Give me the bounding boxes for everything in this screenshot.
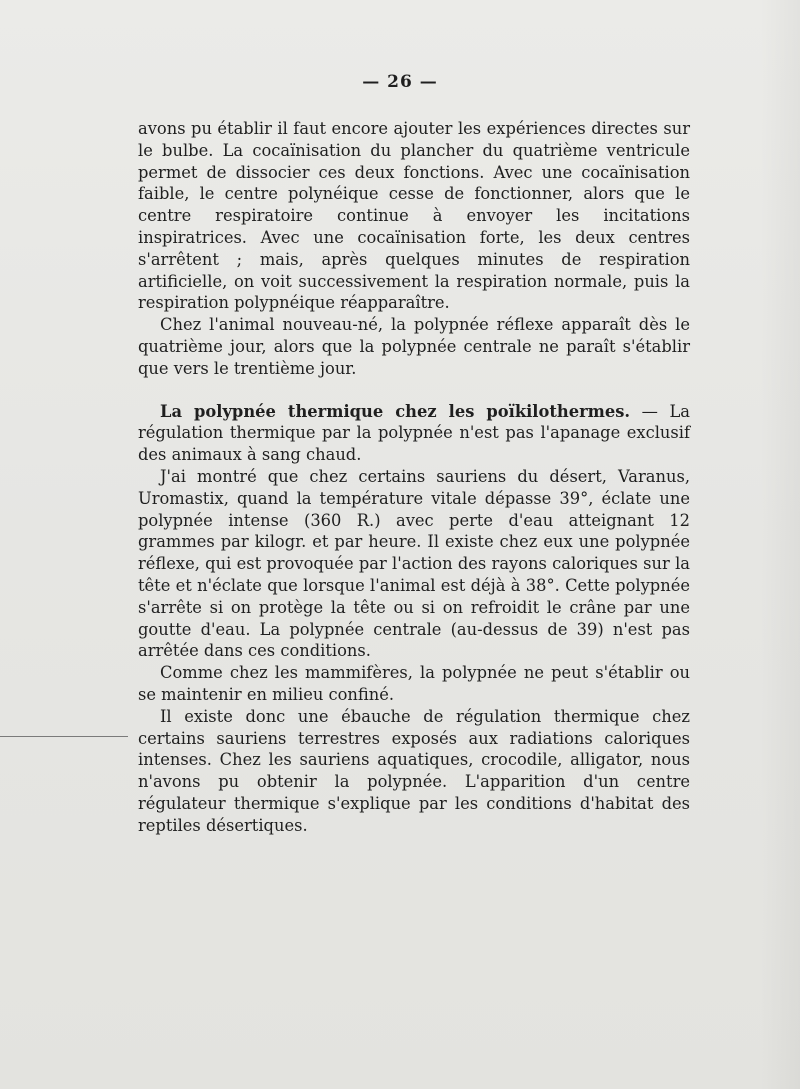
paragraph-1: avons pu établir il faut encore ajouter les expériences directes sur le bulbe. La cocaïnisation du plancher du quatrième ventricule permet de dissocier ces deux fonctions. Avec une cocaïnisation faible, le centre polynéique cesse de fonctionner, alors que le centre respiratoire continue à envoyer les incitations inspiratrices. Avec une cocaïnisation forte, les deux centres s'arrêtent ; mais, après quelques minutes de respiration artificielle, on voit successivement la respiration normale, puis la respiration polypnéique réapparaître.: [138, 119, 690, 313]
section-paragraph-text: La régulation thermique par la polypnée n'est pas l'apanage exclusif des animaux à sang chaud.: [138, 401, 691, 465]
margin-rule: [0, 736, 128, 737]
paragraph-4: J'ai montré que chez certains sauriens du désert, Varanus, Uromastix, quand la température vitale dépasse 39°, éclate une polypnée intense (360 R.) avec perte d'eau atteignant 12 grammes par kilogr. et par heure. Il existe chez eux une polypnée réflexe, qui est provoquée par l'action des rayons caloriques sur la tête et n'éclate que lorsque l'animal est déjà à 38°. Cette polypnée s'arrête si on protège la tête ou si on refroidit le crâne par une goutte d'eau. La polypnée centrale (au-dessus de 39) n'est pas arrêtée dans ces conditions.: [138, 466, 690, 661]
page-edge-shadow: [760, 0, 800, 1089]
paragraph-6: Il existe donc une ébauche de régulation thermique chez certains sauriens terrestres exposés aux radiations caloriques intenses. Chez les sauriens aquatiques, crocodile, alligator, nous n'avons pu obtenir la polypnée. L'apparition d'un centre régulateur thermique s'explique par les conditions d'habitat des reptiles désertiques.: [138, 706, 690, 835]
paragraph-2: Chez l'animal nouveau-né, la polypnée réflexe apparaît dès le quatrième jour, alors que la polypnée centrale ne paraît s'établir que vers le trentième jour.: [138, 315, 690, 378]
section-dash: —: [630, 401, 670, 421]
section-paragraph: [138, 401, 690, 466]
body-text: [138, 118, 690, 837]
page-number: — 26 —: [362, 72, 438, 92]
section-title: La polypnée thermique chez les poïkilothermes.: [160, 401, 631, 421]
paragraph-5: Comme chez les mammifères, la polypnée ne peut s'établir ou se maintenir en milieu confiné.: [138, 663, 690, 704]
